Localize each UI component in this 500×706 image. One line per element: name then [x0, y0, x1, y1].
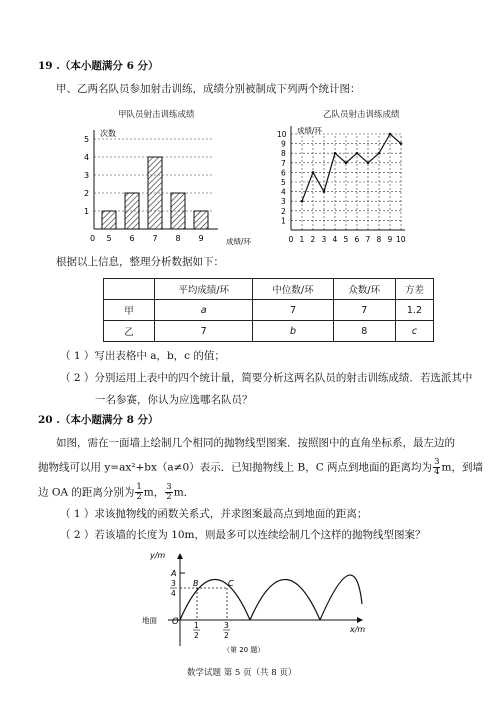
- table-cell: 甲: [104, 300, 155, 321]
- table-cell: [104, 279, 155, 300]
- bar: [171, 193, 185, 229]
- point-a-label: A: [171, 569, 177, 578]
- x-tick2-num: 3: [224, 621, 229, 630]
- x-tick-label: 0: [288, 235, 294, 244]
- parabola-3: [320, 575, 362, 620]
- table-cell: 1.2: [395, 300, 433, 321]
- x-tick-label: 5: [343, 235, 349, 244]
- table-row: [104, 321, 434, 342]
- data-point: [389, 133, 392, 136]
- table-cell: b: [253, 321, 333, 342]
- bar: [148, 157, 162, 229]
- data-point: [334, 152, 337, 155]
- x-tick-label: 7: [365, 235, 371, 244]
- data-point: [400, 142, 403, 145]
- y-tick-label: 3: [84, 171, 90, 180]
- table-cell: 众数/环: [333, 279, 395, 300]
- data-point: [345, 162, 348, 165]
- q19-part2b: 一名参赛，你认为应选哪名队员？: [95, 394, 253, 406]
- q19-intro: 甲、乙两名队员参加射击训练，成绩分别被制成下列两个统计图：: [56, 83, 361, 95]
- data-point: [378, 152, 381, 155]
- bar-chart-title: 甲队员射击训练成绩: [118, 110, 195, 120]
- figure-caption: （第 20 题）: [223, 646, 265, 654]
- x-tick-label: 5: [106, 234, 112, 243]
- table-cell: 平均成绩/环: [155, 279, 253, 300]
- y-tick-label: 1: [281, 216, 286, 226]
- q19-part2a: （ 2 ）分别运用上表中的四个统计量，简要分析这两名队员的射击训练成绩．若选派其中: [60, 372, 473, 384]
- data-point: [356, 152, 359, 155]
- y-tick-den: 4: [171, 589, 176, 598]
- table-cell: 方差: [395, 279, 433, 300]
- x-tick1-num: 1: [194, 621, 199, 630]
- x-axis-label: x/m: [350, 625, 366, 634]
- parabola-2: [250, 580, 320, 621]
- bar: [102, 211, 116, 229]
- bar: [125, 193, 139, 229]
- table-cell: 7: [253, 300, 333, 321]
- y-tick-num: 3: [171, 579, 176, 588]
- x-tick-label: 9: [198, 234, 204, 243]
- y-tick-label: 4: [84, 153, 90, 162]
- x-tick-label: 4: [332, 235, 338, 244]
- table-cell: 中位数/环: [253, 279, 333, 300]
- bar-chart: [82, 126, 252, 246]
- point-b-label: B: [193, 579, 199, 588]
- q20-para3: 边 OA 的距离分别为 $\frac{1}{2}$ m， $\frac{3}{2}$ m．: [38, 482, 195, 502]
- y-tick-label: 3: [281, 197, 286, 207]
- y-tick-label: 1: [84, 207, 90, 216]
- y-axis-label: y/m: [150, 551, 166, 560]
- stats-table: [103, 278, 434, 342]
- data-point: [301, 200, 304, 203]
- x-tick-label: 2: [310, 235, 316, 244]
- y-tick-label: 2: [281, 206, 286, 216]
- table-cell: 7: [333, 300, 395, 321]
- q19-info: 根据以上信息，整理分析数据如下：: [56, 256, 224, 268]
- y-tick-label: 7: [281, 158, 286, 168]
- table-cell: a: [155, 300, 253, 321]
- table-cell: 7: [155, 321, 253, 342]
- parabola-figure: [140, 548, 380, 658]
- x-tick-label: 10: [396, 235, 406, 244]
- ground-label: 地面: [142, 616, 157, 625]
- data-point: [367, 162, 370, 165]
- origin-label: O: [172, 617, 179, 627]
- y-tick-label: 10: [277, 130, 287, 139]
- series-line: [302, 134, 401, 201]
- x-tick-label: 3: [321, 235, 327, 244]
- table-header-row: [104, 279, 434, 300]
- x-tick-label: 0: [90, 234, 96, 243]
- x-axis-label: 成绩/环: [226, 237, 252, 246]
- y-tick-label: 9: [281, 139, 286, 149]
- y-tick-label: 8: [281, 149, 286, 159]
- fraction-3-4: $\frac{3}{4}$: [434, 457, 440, 477]
- q20-header: 20 .（本小题满分 8 分）: [38, 414, 159, 426]
- table-cell: 乙: [104, 321, 155, 342]
- page-footer: 数学试题 第 5 页（共 8 页）: [187, 668, 297, 678]
- q19-header: 19 .（本小题满分 6 分）: [38, 60, 159, 72]
- fraction-1-2: $\frac{1}{2}$: [136, 482, 142, 502]
- table-row: [104, 300, 434, 321]
- y-tick-label: 5: [281, 178, 286, 187]
- x-tick-label: 6: [354, 235, 360, 244]
- table-cell: 8: [333, 321, 395, 342]
- x-tick-label: 7: [152, 234, 158, 243]
- y-tick-label: 5: [84, 135, 90, 144]
- point-c-label: C: [228, 579, 234, 588]
- bar: [194, 211, 208, 229]
- q20-part2: （ 2 ）若该墙的长度为 10m，则最多可以连续绘制几个这样的抛物线型图案？: [60, 529, 426, 541]
- y-tick-label: 4: [281, 187, 286, 197]
- fraction-3-2: $\frac{3}{2}$: [166, 482, 172, 502]
- parabola-1: [180, 580, 250, 621]
- x-tick1-den: 2: [194, 631, 199, 640]
- y-tick-label: 2: [84, 189, 90, 198]
- line-chart-title: 乙队员射击训练成绩: [323, 110, 400, 120]
- q19-part1: （ 1 ）写出表格中 a，b，c 的值；: [60, 350, 225, 362]
- x-tick2-den: 2: [224, 631, 229, 640]
- x-tick-label: 9: [387, 235, 393, 244]
- q20-para2: 抛物线可以用 y=ax²+bx（a≠0）表示．已知抛物线上 B，C 两点到地面的距离均为 $\frac{3}{4}$ m，到墙: [38, 457, 483, 477]
- x-tick-label: 8: [376, 235, 382, 244]
- table-cell: c: [395, 321, 433, 342]
- y-tick-label: 6: [281, 168, 286, 178]
- x-tick-label: 8: [175, 234, 181, 243]
- x-tick-label: 6: [129, 234, 135, 243]
- q20-para1: 如图，需在一面墙上绘制几个相同的抛物线型图案．按照图中的直角坐标系，最左边的: [56, 437, 455, 449]
- line-chart: [277, 124, 422, 249]
- x-tick-label: 1: [299, 235, 305, 244]
- q20-part1: （ 1 ）求该抛物线的函数关系式，并求图案最高点到地面的距离；: [60, 508, 368, 520]
- y-axis-label: 次数: [100, 129, 116, 138]
- data-point: [323, 190, 326, 193]
- y-axis-label: 成绩/环: [297, 126, 323, 135]
- data-point: [312, 171, 315, 174]
